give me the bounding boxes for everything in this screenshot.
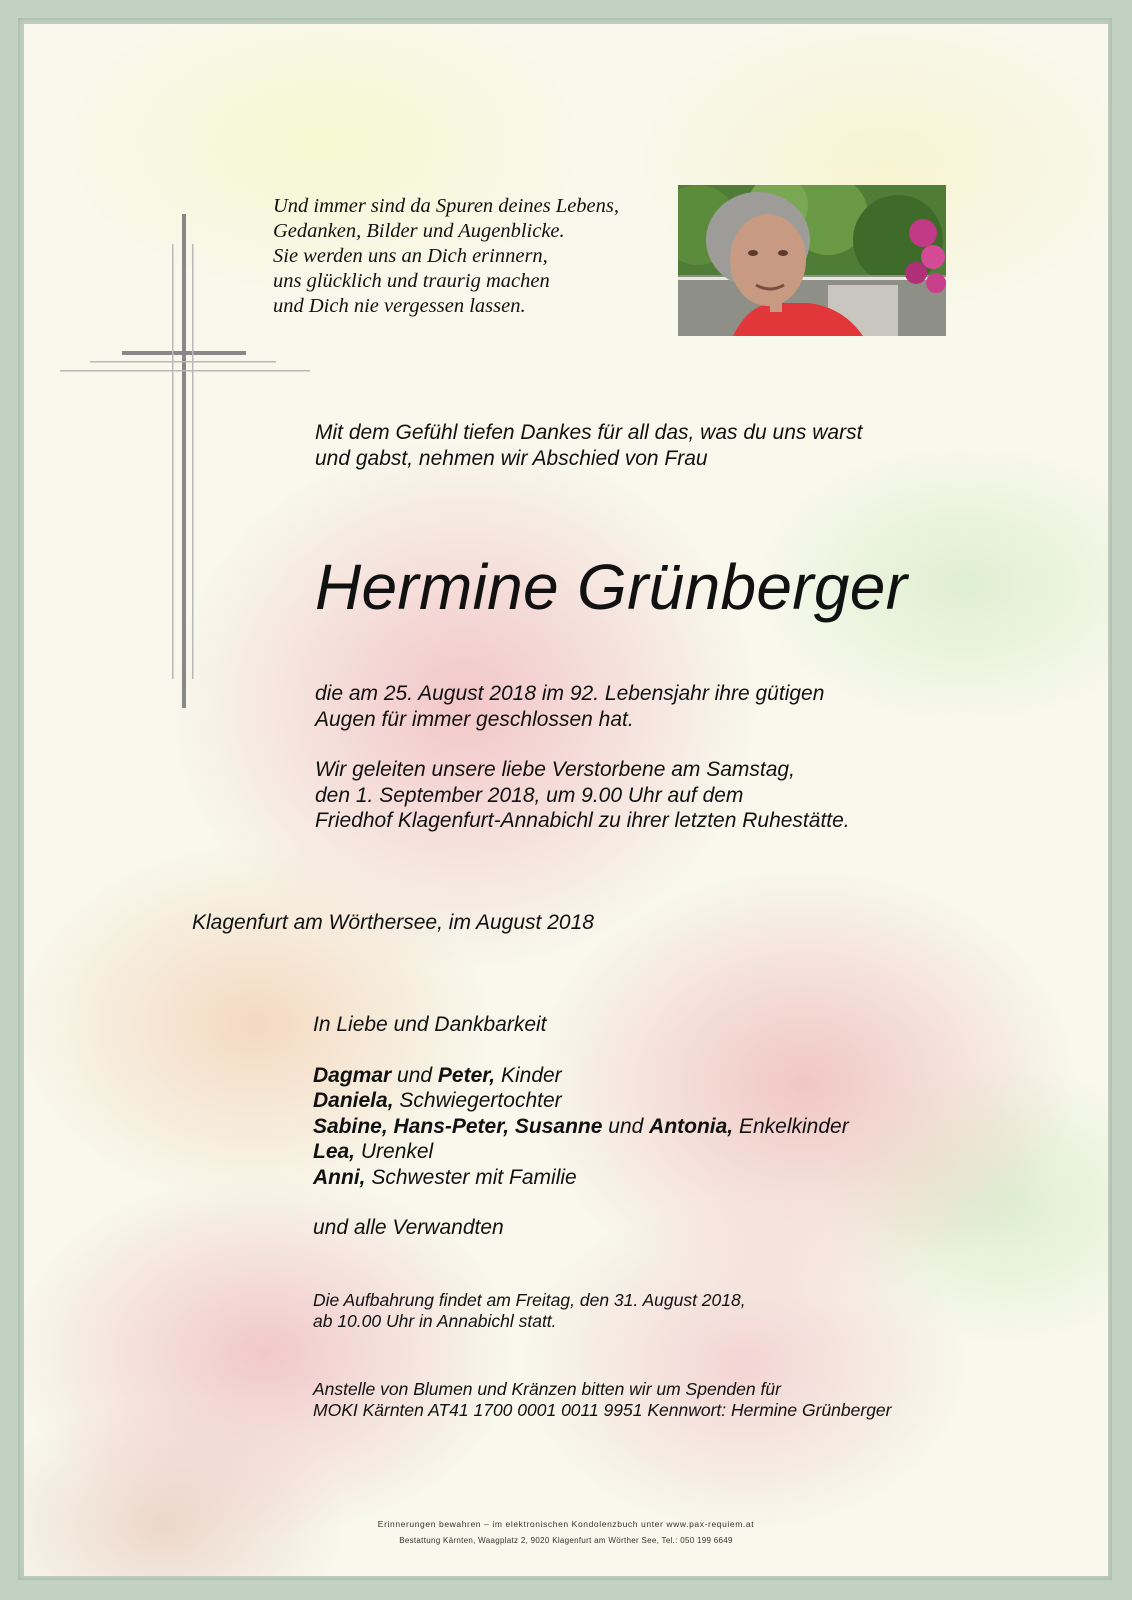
funeral-info-line: den 1. September 2018, um 9.00 Uhr auf dem xyxy=(315,783,744,807)
intro-text xyxy=(315,420,862,471)
intro-line: und gabst, nehmen wir Abschied von Frau xyxy=(315,446,708,470)
deceased-name: Hermine Grünberger xyxy=(315,551,908,623)
place-date: Klagenfurt am Wörthersee, im August 2018 xyxy=(192,911,594,934)
death-info-line: die am 25. August 2018 im 92. Lebensjahr ihre gütigen xyxy=(315,682,825,705)
family-list xyxy=(313,1012,849,1241)
poem-line: Und immer sind da Spuren deines Lebens, xyxy=(273,195,619,217)
family-row: Anni, Schwester mit Familie xyxy=(313,1165,577,1189)
viewing-line: Die Aufbahrung findet am Freitag, den 31. August 2018, xyxy=(313,1290,746,1310)
intro-line: Mit dem Gefühl tiefen Dankes für all das, was du uns warst xyxy=(315,421,863,444)
family-closing: und alle Verwandten xyxy=(313,1216,504,1239)
poem-line: und Dich nie vergessen lassen. xyxy=(273,295,526,317)
donation-line: MOKI Kärnten AT41 1700 0001 0011 9951 Kennwort: Hermine Grünberger xyxy=(313,1400,892,1420)
poem-line: Sie werden uns an Dich erinnern, xyxy=(273,245,548,267)
death-and-funeral-info xyxy=(315,681,850,834)
footer-address: Bestattung Kärnten, Waagplatz 2, 9020 Klagenfurt am Wörther See, Tel.: 050 199 6649 xyxy=(399,1536,733,1545)
family-row: Daniela, Schwiegertochter xyxy=(313,1089,562,1112)
funeral-info-line: Friedhof Klagenfurt-Annabichl zu ihrer letzten Ruhestätte. xyxy=(315,809,850,832)
poem-line: Gedanken, Bilder und Augenblicke. xyxy=(273,220,565,242)
donation-notice xyxy=(313,1379,892,1421)
portrait-photo xyxy=(678,185,946,336)
family-row: Lea, Urenkel xyxy=(313,1140,434,1163)
poem-line: uns glücklich und traurig machen xyxy=(273,270,550,292)
donation-line: Anstelle von Blumen und Kränzen bitten wir um Spenden für xyxy=(313,1379,781,1399)
footer-condolence: Erinnerungen bewahren – im elektronischen Kondolenzbuch unter www.pax-requiem.at xyxy=(377,1519,755,1529)
funeral-info-line: Wir geleiten unsere liebe Verstorbene am Samstag, xyxy=(315,758,795,781)
viewing-notice xyxy=(313,1290,746,1332)
memorial-poem xyxy=(273,194,673,319)
family-row: Dagmar und Peter, Kinder xyxy=(313,1063,562,1087)
family-greeting: In Liebe und Dankbarkeit xyxy=(313,1013,547,1036)
viewing-line: ab 10.00 Uhr in Annabichl statt. xyxy=(313,1311,557,1331)
family-row: Sabine, Hans-Peter, Susanne und Antonia, Enkelkinder xyxy=(313,1114,849,1138)
death-info-line: Augen für immer geschlossen hat. xyxy=(315,707,634,731)
obituary-card xyxy=(24,24,1108,1576)
